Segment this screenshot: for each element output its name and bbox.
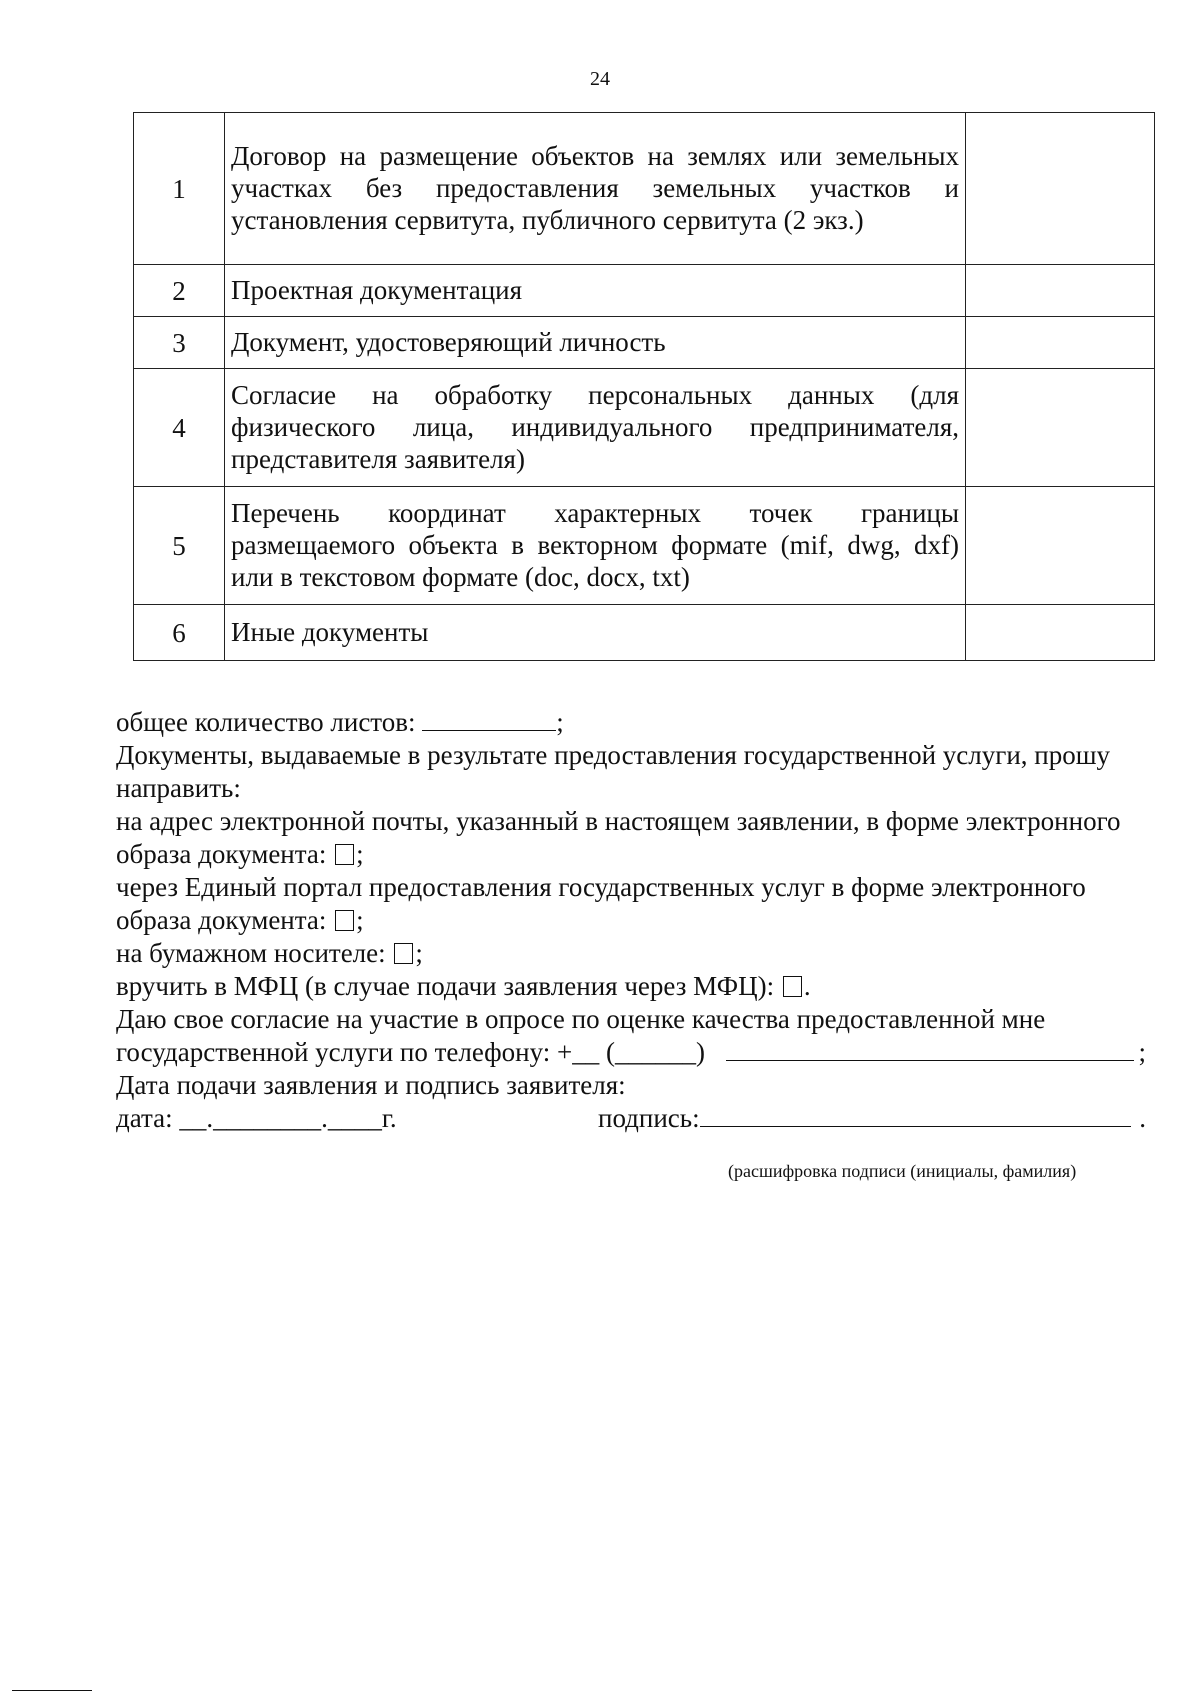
total-sheets-label: общее количество листов: — [116, 707, 416, 737]
option-paper-end: ; — [415, 938, 423, 968]
table-row — [134, 487, 1155, 605]
signature-caption: (расшифровка подписи (инициалы, фамилия) — [728, 1161, 1077, 1181]
signature-field — [598, 1102, 1146, 1135]
table-row — [134, 369, 1155, 487]
table-row — [134, 265, 1155, 317]
option-portal-label: через Единый портал предоставления государственных услуг в форме электронного образа документа: — [116, 872, 1086, 935]
survey-consent-text: Даю свое согласие на участие в опросе по оценке качества предоставленной мне государственной услуги по телефону: +__ (______) — [116, 1004, 1046, 1067]
document-name — [225, 369, 966, 487]
option-portal-line — [116, 871, 1146, 937]
table-row — [134, 113, 1155, 265]
paper-checkbox[interactable] — [394, 943, 413, 964]
documents-table — [133, 112, 1155, 661]
document-mark-cell[interactable] — [966, 605, 1155, 661]
documents-intro: Документы, выдаваемые в результате предоставления государственной услуги, прошу направить: — [116, 740, 1111, 803]
date-signature-row — [116, 1102, 1146, 1135]
row-number: 6 — [134, 605, 225, 661]
option-mfc-label: вручить в МФЦ (в случае подачи заявления через МФЦ): — [116, 971, 775, 1001]
email-checkbox[interactable] — [335, 844, 354, 865]
document-name-text: Проектная документация — [231, 274, 523, 305]
option-paper-label: на бумажном носителе: — [116, 938, 386, 968]
signature-end: . — [1139, 1103, 1146, 1133]
document-mark-cell[interactable] — [966, 265, 1155, 317]
footer-rule — [12, 1690, 92, 1691]
row-number: 4 — [134, 369, 225, 487]
option-mfc-line — [116, 970, 1146, 1003]
document-mark-cell[interactable] — [966, 113, 1155, 265]
date-sign-label: Дата подачи заявления и подпись заявителя: — [116, 1070, 626, 1100]
option-portal-end: ; — [356, 905, 364, 935]
row-number: 1 — [134, 113, 225, 265]
document-mark-cell[interactable] — [966, 487, 1155, 605]
document-name — [225, 265, 966, 317]
table-row — [134, 317, 1155, 369]
application-body — [116, 706, 1146, 1135]
document-name — [225, 487, 966, 605]
row-number: 3 — [134, 317, 225, 369]
document-mark-cell[interactable] — [966, 369, 1155, 487]
total-sheets-blank[interactable] — [422, 708, 556, 731]
document-name — [225, 113, 966, 265]
document-name — [225, 317, 966, 369]
document-name — [225, 605, 966, 661]
signature-label: подпись: — [598, 1103, 700, 1133]
option-email-end: ; — [356, 839, 364, 869]
document-name-text: Перечень координат характерных точек границы размещаемого объекта в векторном формате (mif, dwg, dxf) или в текстовом формате (doc, docx, txt) — [231, 497, 959, 592]
option-mfc-end: . — [803, 971, 811, 1001]
row-number: 2 — [134, 265, 225, 317]
document-name-text: Согласие на обработку персональных данных (для физического лица, индивидуального предпринимателя, представителя заявителя) — [231, 379, 959, 474]
phone-number-blank[interactable] — [726, 1038, 1134, 1061]
total-sheets-end: ; — [556, 707, 564, 737]
mfc-checkbox[interactable] — [783, 976, 802, 997]
signature-blank[interactable] — [700, 1104, 1132, 1127]
survey-end: ; — [1138, 1037, 1146, 1067]
document-name-text: Иные документы — [231, 616, 429, 647]
page-number: 24 — [590, 68, 610, 90]
row-number: 5 — [134, 487, 225, 605]
total-sheets-line — [116, 706, 1146, 739]
option-email-label: на адрес электронной почты, указанный в настоящем заявлении, в форме электронного образа документа: — [116, 806, 1121, 869]
table-row — [134, 605, 1155, 661]
option-email-line — [116, 805, 1146, 871]
portal-checkbox[interactable] — [335, 910, 354, 931]
document-name-text: Документ, удостоверяющий личность — [231, 326, 666, 357]
document-name-text: Договор на размещение объектов на землях или земельных участках без предоставления земельных участков и установления сервитута, публичного сервитута (2 экз.) — [231, 140, 959, 235]
option-paper-line — [116, 937, 1146, 970]
date-field[interactable]: дата: __.________.____г. — [116, 1103, 397, 1133]
document-mark-cell[interactable] — [966, 317, 1155, 369]
